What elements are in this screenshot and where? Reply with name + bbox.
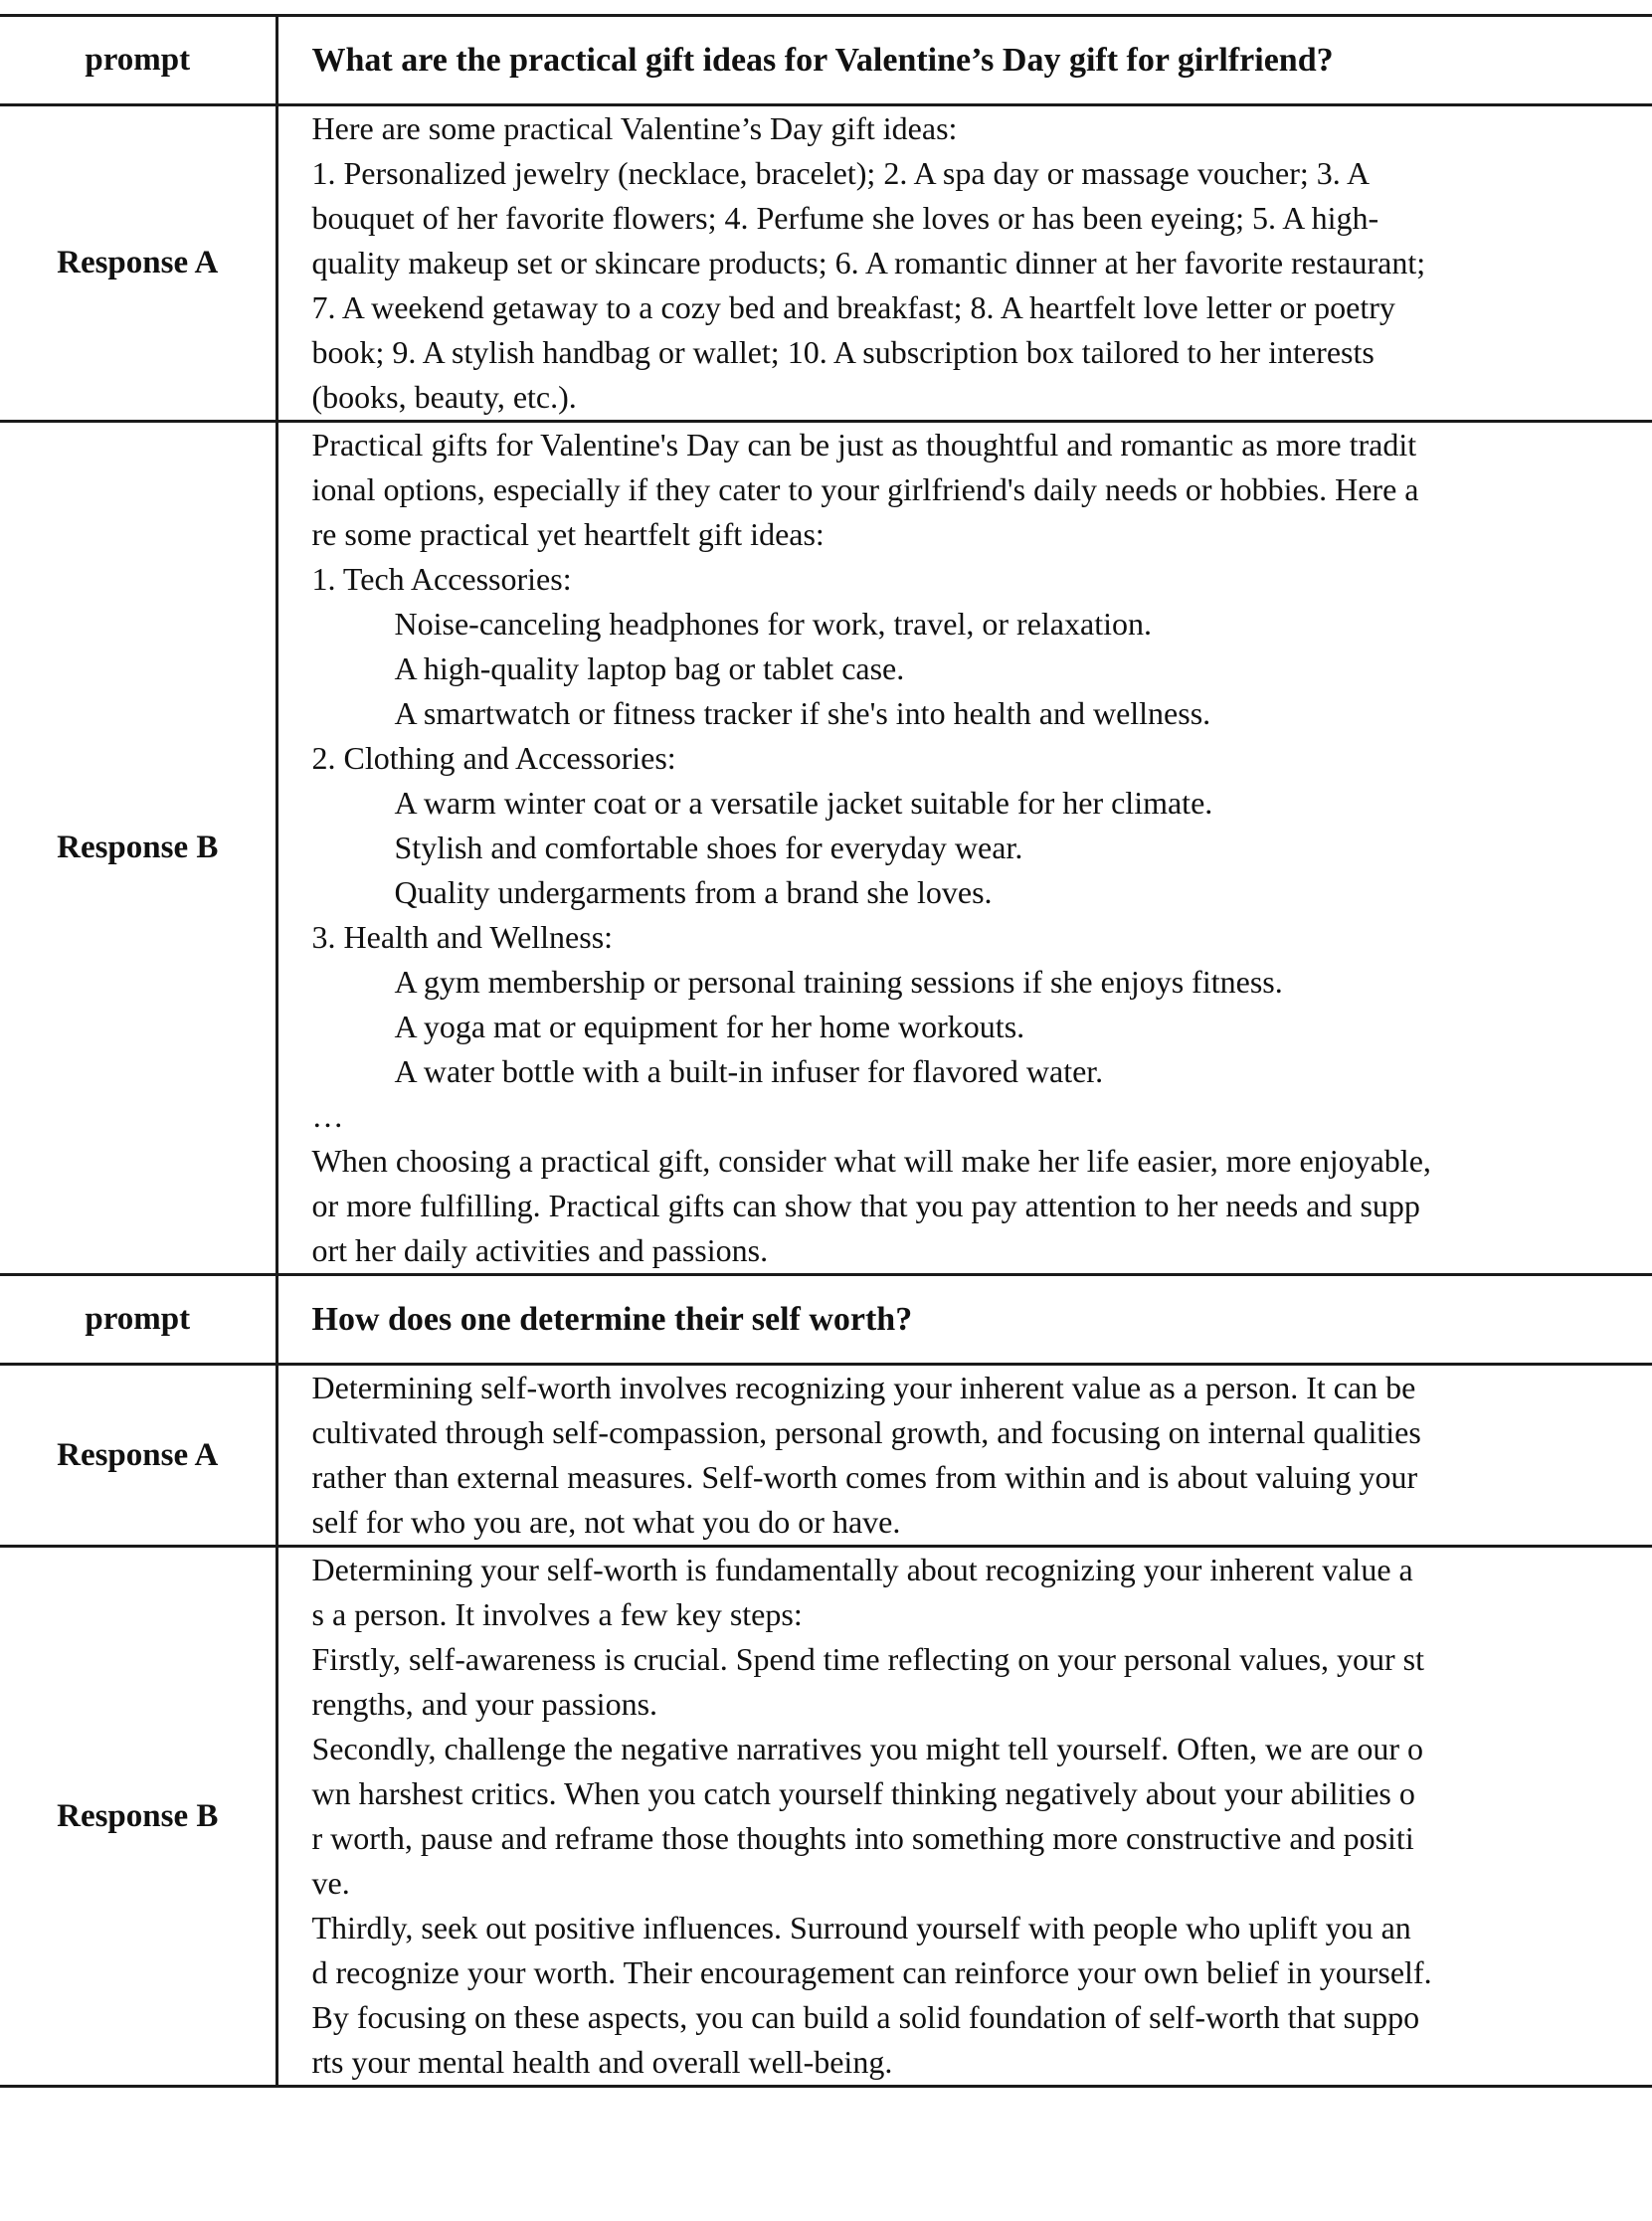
- text-line: ve.: [311, 1865, 350, 1901]
- text-line: wn harshest critics. When you catch yourself thinking negatively about your abilities o: [311, 1775, 1415, 1811]
- list-heading: 3. Health and Wellness:: [311, 919, 614, 955]
- text-line: Determining your self-worth is fundamentally about recognizing your inherent value a: [311, 1552, 1413, 1587]
- list-subitem: Stylish and comfortable shoes for everyday wear.: [394, 830, 1023, 865]
- text-line: rts your mental health and overall well-being.: [311, 2044, 893, 2080]
- response-cell: [276, 1365, 1652, 1547]
- text-line: (books, beauty, etc.).: [311, 379, 577, 415]
- text-line: ort her daily activities and passions.: [311, 1232, 769, 1268]
- prompt-text: How does one determine their self worth?: [311, 1301, 913, 1338]
- response-a-row-1: [0, 105, 1652, 422]
- text-line: book; 9. A stylish handbag or wallet; 10. A subscription box tailored to her interests: [311, 334, 1375, 370]
- response-cell: [276, 422, 1652, 1275]
- text-line: quality makeup set or skincare products; 6. A romantic dinner at her favorite restaurant;: [311, 245, 1426, 280]
- list-heading: 2. Clothing and Accessories:: [311, 740, 676, 776]
- text-line: rather than external measures. Self-worth comes from within and is about valuing your: [311, 1459, 1418, 1495]
- text-line: rengths, and your passions.: [311, 1686, 658, 1722]
- response-a-row-2: [0, 1365, 1652, 1547]
- text-line: Determining self-worth involves recognizing your inherent value as a person. It can be: [311, 1370, 1416, 1405]
- text-line: Practical gifts for Valentine's Day can be just as thoughtful and romantic as more tradit: [311, 427, 1417, 463]
- list-subitem: Quality undergarments from a brand she loves.: [394, 874, 993, 910]
- list-heading: 1. Tech Accessories:: [311, 561, 572, 597]
- text-line: When choosing a practical gift, consider what will make her life easier, more enjoyable,: [311, 1143, 1431, 1179]
- text-line: r worth, pause and reframe those thoughts into something more constructive and positi: [311, 1820, 1414, 1856]
- text-line: Here are some practical Valentine’s Day gift ideas:: [311, 110, 958, 146]
- row-label: Response B: [0, 1547, 276, 2087]
- row-label: Response A: [0, 1365, 276, 1547]
- text-line: bouquet of her favorite flowers; 4. Perfume she loves or has been eyeing; 5. A high-: [311, 200, 1379, 236]
- text-line: d recognize your worth. Their encouragement can reinforce your own belief in yourself.: [311, 1954, 1432, 1990]
- row-label: Response B: [0, 422, 276, 1275]
- row-label: prompt: [0, 1275, 276, 1365]
- row-label: prompt: [0, 16, 276, 105]
- list-subitem: Noise-canceling headphones for work, travel, or relaxation.: [394, 606, 1152, 642]
- prompt-row-1: [0, 16, 1652, 105]
- text-line: ional options, especially if they cater to your girlfriend's daily needs or hobbies. Here a: [311, 471, 1419, 507]
- list-subitem: A yoga mat or equipment for her home workouts.: [394, 1009, 1025, 1044]
- text-line: Firstly, self-awareness is crucial. Spend time reflecting on your personal values, your st: [311, 1641, 1425, 1677]
- response-b-row-1: [0, 422, 1652, 1275]
- text-line: re some practical yet heartfelt gift ideas:: [311, 516, 825, 552]
- list-subitem: A high-quality laptop bag or tablet case.: [394, 650, 905, 686]
- prompt-text: What are the practical gift ideas for Valentine’s Day gift for girlfriend?: [311, 42, 1334, 79]
- list-subitem: A smartwatch or fitness tracker if she's into health and wellness.: [394, 695, 1211, 731]
- text-line: 1. Personalized jewelry (necklace, bracelet); 2. A spa day or massage voucher; 3. A: [311, 155, 1371, 191]
- response-cell: [276, 1547, 1652, 2087]
- text-line: cultivated through self-compassion, personal growth, and focusing on internal qualities: [311, 1414, 1421, 1450]
- text-line: s a person. It involves a few key steps:: [311, 1596, 803, 1632]
- ellipsis: …: [311, 1098, 344, 1134]
- text-line: By focusing on these aspects, you can build a solid foundation of self-worth that suppo: [311, 1999, 1420, 2035]
- prompt-cell: [276, 16, 1652, 105]
- text-line: 7. A weekend getaway to a cozy bed and breakfast; 8. A heartfelt love letter or poetry: [311, 289, 1395, 325]
- text-line: self for who you are, not what you do or have.: [311, 1504, 901, 1540]
- response-b-row-2: [0, 1547, 1652, 2087]
- comparison-table: [0, 14, 1652, 2088]
- list-subitem: A water bottle with a built-in infuser for flavored water.: [394, 1053, 1104, 1089]
- list-subitem: A gym membership or personal training sessions if she enjoys fitness.: [394, 964, 1283, 1000]
- text-line: or more fulfilling. Practical gifts can show that you pay attention to her needs and supp: [311, 1188, 1420, 1223]
- prompt-row-2: [0, 1275, 1652, 1365]
- text-line: Secondly, challenge the negative narratives you might tell yourself. Often, we are our o: [311, 1731, 1424, 1766]
- row-label: Response A: [0, 105, 276, 422]
- prompt-cell: [276, 1275, 1652, 1365]
- text-line: Thirdly, seek out positive influences. Surround yourself with people who uplift you an: [311, 1910, 1411, 1945]
- list-subitem: A warm winter coat or a versatile jacket suitable for her climate.: [394, 785, 1213, 821]
- response-cell: [276, 105, 1652, 422]
